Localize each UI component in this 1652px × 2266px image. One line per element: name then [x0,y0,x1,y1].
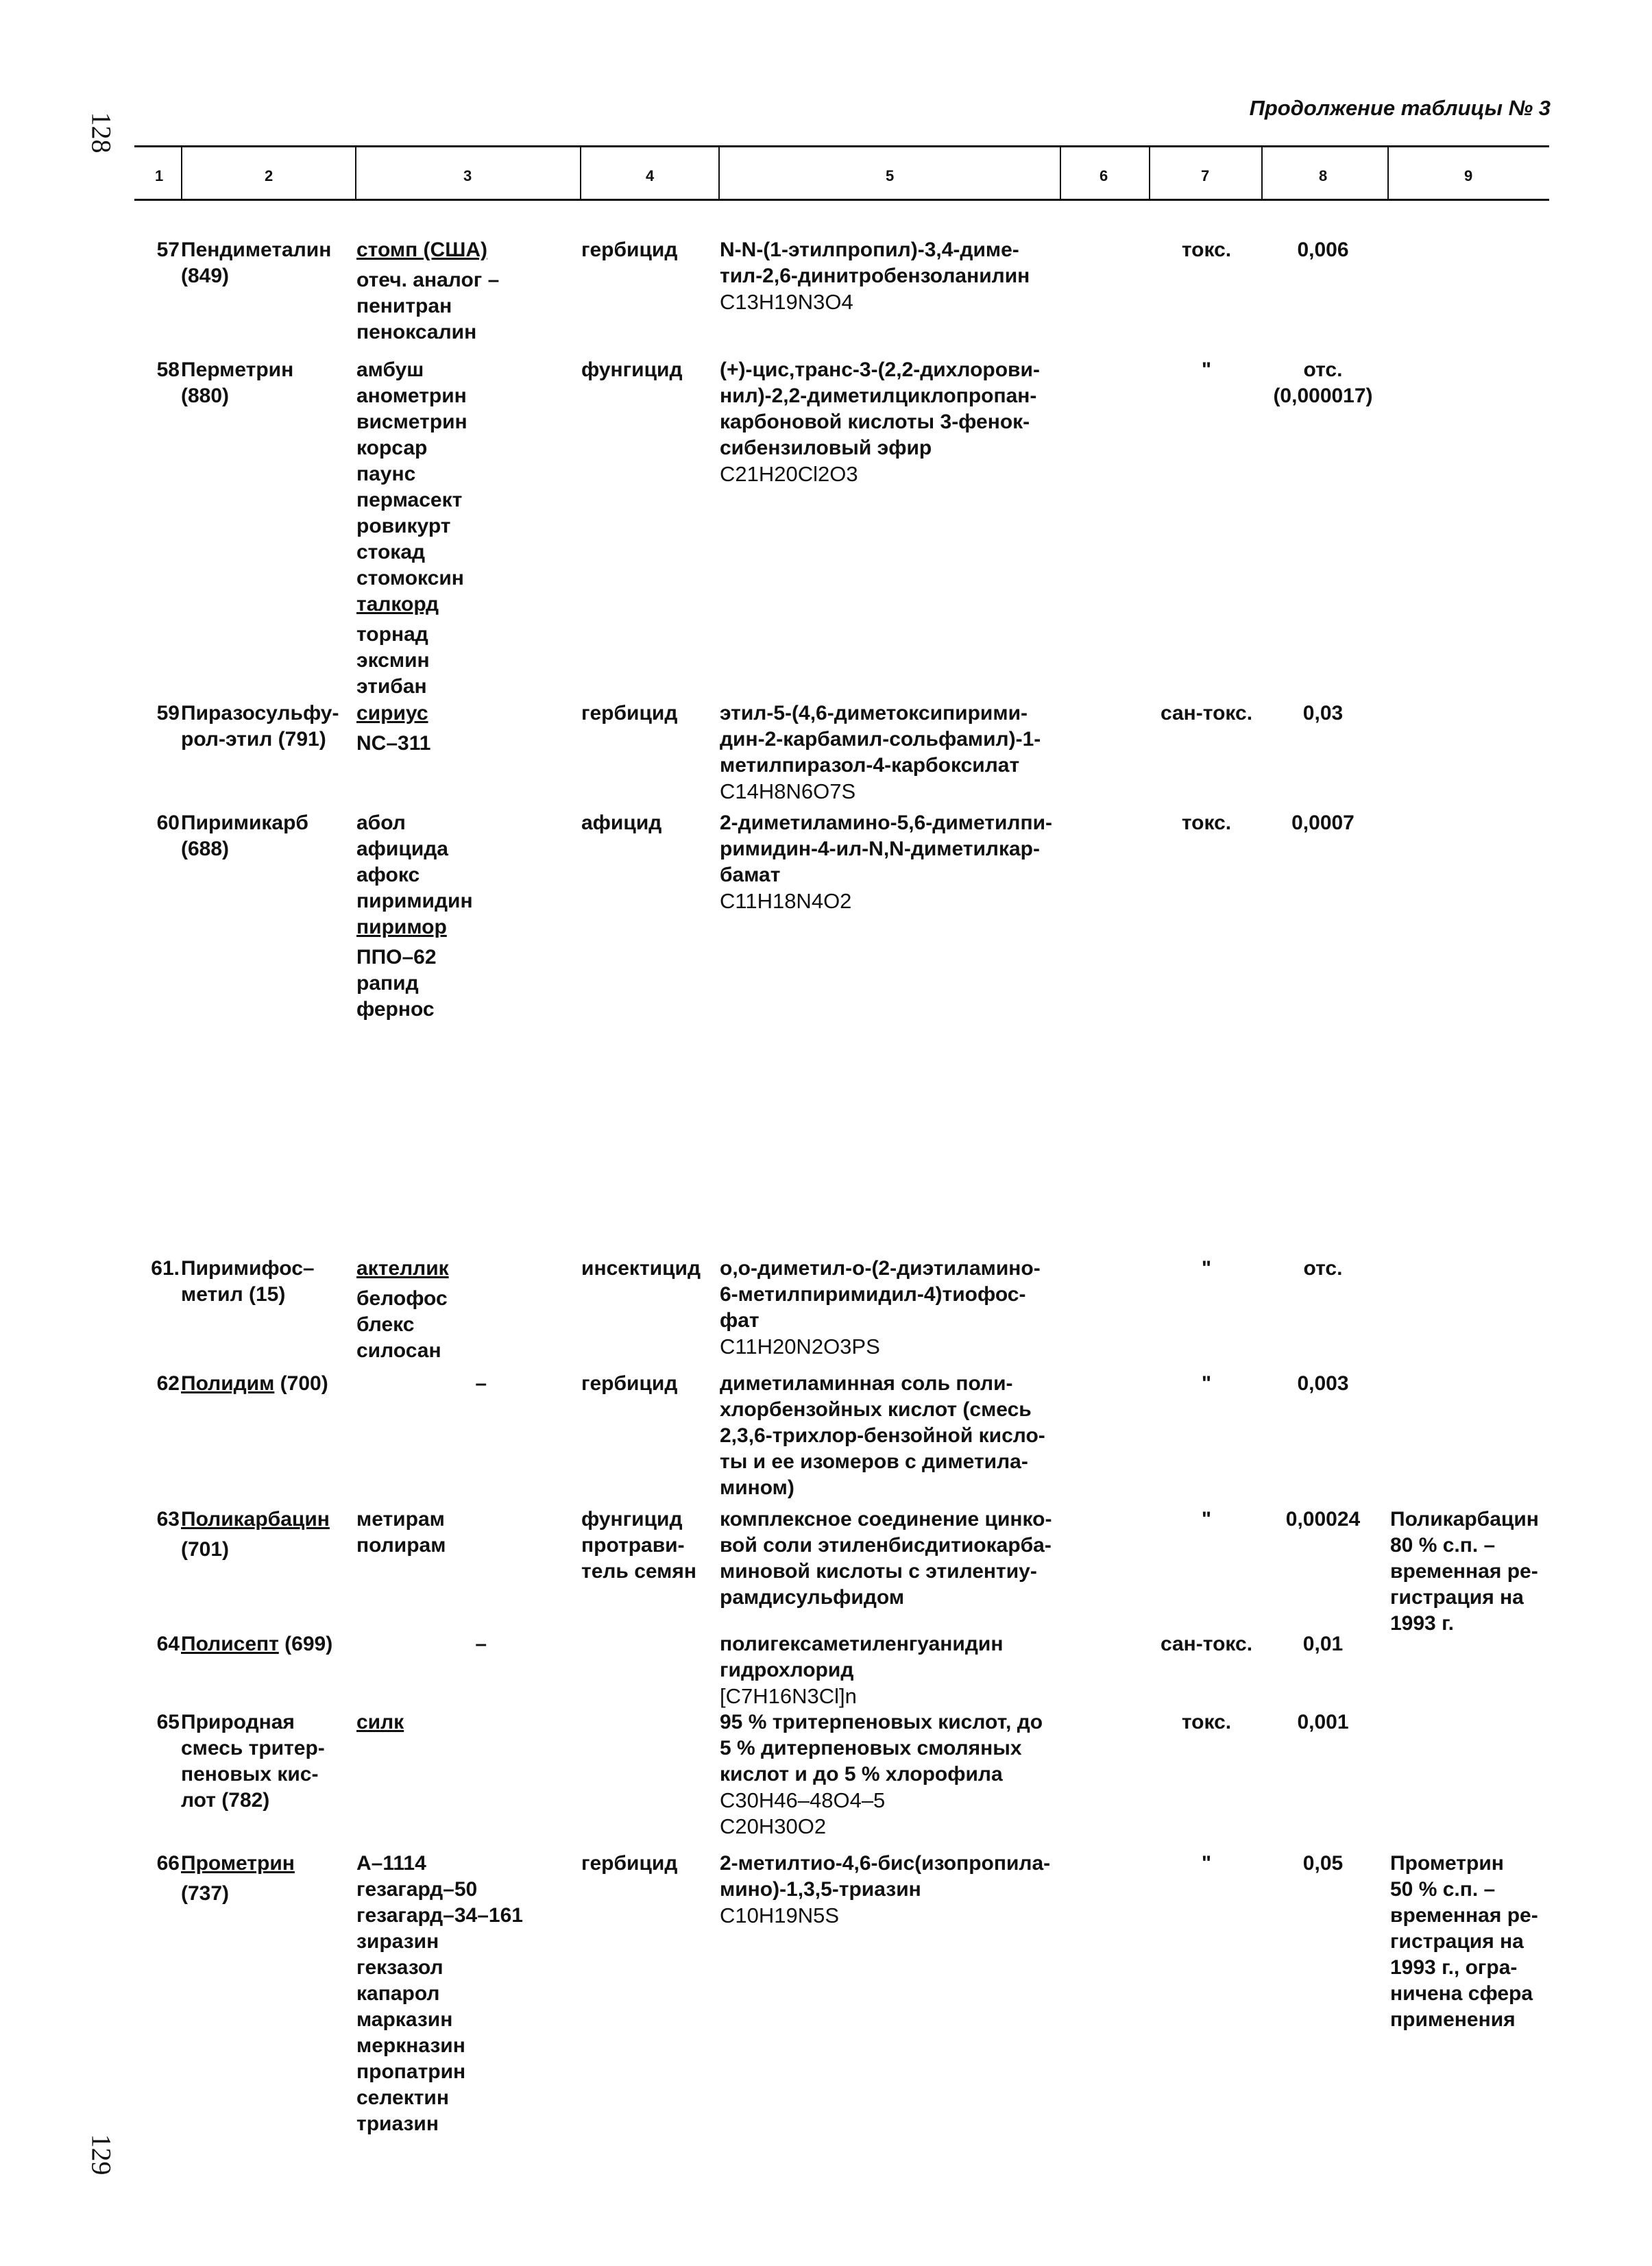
trade-names: амбуш анометрин висметрин корсар паунс пермасект ровикурт стокад стомоксин талкорд торнад эксмин этибан [356,358,467,698]
header-col-1: 1 [155,167,164,184]
chemical-name: N-N-(1-этилпропил)-3,4-диме- тил-2,6-динитробензоланилин C13H19N3O4 [720,239,1030,314]
purpose: гербицид [581,702,678,724]
row-number: 59 [156,702,180,724]
col-divider [355,147,356,200]
trade-names: стомп (США) отеч. аналог – пенитран пеноксалин [356,239,500,343]
chemical-name: 2-метилтио-4,6-бис(изопропила- мино)-1,3,5-триазин C10H19N5S [720,1852,1051,1927]
trade-names: А–1114 гезагард–50 гезагард–34–161 зиразин гекзазол капарол марказин меркназин пропатрин селектин триазин [356,1852,523,2135]
row-number: 66 [156,1852,180,1875]
col-divider [1060,147,1061,200]
substance-name: Пиримифос– метил (15) [181,1257,315,1306]
trade-names: сириус NC–311 [356,702,431,755]
substance-name: Пендиметалин (849) [181,239,332,287]
row-number: 64 [156,1633,180,1655]
substance-name: Пиразосульфу- рол-этил (791) [181,702,339,751]
norm-value: отс. [1303,1257,1343,1280]
trade-names: абол афицида афокс пиримидин пиримор ППО–62 рапид фернос [356,812,473,1021]
norm-value: отс. (0,000017) [1273,358,1373,407]
norm-value: 0,03 [1302,702,1344,724]
page-number-top: 128 [86,112,117,154]
col-divider [181,147,182,200]
trade-names: актеллик белофос блекс силосан [356,1257,449,1362]
ditto-mark: " [1201,1257,1212,1280]
row-number: 60 [156,812,180,834]
substance-name: Перметрин (880) [181,358,294,407]
chemical-name: диметиламинная соль поли- хлорбензойных кислот (смесь 2,3,6-трихлор-бензойной кисло- ты и ее изомеров с диметила- мином) [720,1372,1045,1499]
purpose: афицид [581,812,662,834]
row-number: 61. [151,1257,180,1280]
chemical-name: 95 % тритерпеновых кислот, до 5 % дитерпеновых смоляных кислот и до 5 % хлорофила C30H46–48O4–5 C20H30O2 [720,1711,1043,1838]
norm-value: 0,003 [1297,1372,1349,1395]
purpose: фунгицид [581,358,683,381]
purpose: гербицид [581,239,678,261]
header-col-5: 5 [886,167,895,184]
trade-names: метирам полирам [356,1508,446,1557]
norm-value: 0,01 [1302,1633,1344,1655]
substance-name: Поликарбацин (701) [181,1508,330,1561]
substance-name: Полидим (700) [181,1372,328,1395]
header-col-4: 4 [646,167,655,184]
row-number: 58 [156,358,180,381]
norm-value: 0,0007 [1291,812,1355,834]
col-divider [1387,147,1389,200]
purpose: инсектицид [581,1257,701,1280]
substance-name: Полисепт (699) [181,1633,333,1655]
row-number: 62 [156,1372,180,1395]
row-number: 57 [156,239,180,261]
page-number-bottom: 129 [86,2134,117,2176]
substance-name: Природная смесь тритер- пеновых кис- лот (782) [181,1711,325,1812]
chemical-name: (+)-цис,транс-3-(2,2-дихлорови- нил)-2,2-диметилциклопропан- карбоновой кислоты 3-фенок- сибензиловый эфир C21H20Cl2O3 [720,358,1040,486]
toxicity-class: сан-токс. [1160,702,1253,724]
toxicity-class: токс. [1181,1711,1232,1733]
note: Поликарбацин 80 % с.п. – временная ре- гистрация на 1993 г. [1390,1508,1539,1635]
chemical-name: этил-5-(4,6-диметоксипирими- дин-2-карбамил-сольфамил)-1- метилпиразол-4-карбоксилат C14H8N6O7S [720,702,1041,803]
substance-name: Прометрин (737) [181,1852,295,1905]
chemical-name: о,о-диметил-о-(2-диэтиламино- 6-метилпиримидил-4)тиофос- фат C11H20N2O3PS [720,1257,1041,1359]
substance-name: Пиримикарб (688) [181,812,308,860]
ditto-mark: " [1201,1372,1212,1395]
chemical-name: 2-диметиламино-5,6-диметилпи- римидин-4-ил-N,N-диметилкар- бамат C11H18N4O2 [720,812,1052,913]
trade-names: силк [356,1711,404,1733]
toxicity-class: сан-токс. [1160,1633,1253,1655]
trade-names-dash: – [475,1633,487,1655]
header-bottom-rule [134,199,1549,201]
header-col-2: 2 [265,167,274,184]
row-number: 63 [156,1508,180,1531]
table-caption: Продолжение таблицы № 3 [1249,96,1551,120]
purpose: фунгицид протрави- тель семян [581,1508,697,1583]
row-number: 65 [156,1711,180,1733]
header-col-9: 9 [1464,167,1473,184]
note: Прометрин 50 % с.п. – временная ре- гистрация на 1993 г., огра- ничена сфера применения [1390,1852,1538,2031]
header-top-rule [134,145,1549,147]
col-divider [1149,147,1150,200]
header-col-3: 3 [463,167,472,184]
toxicity-class: токс. [1181,239,1232,261]
header-col-7: 7 [1201,167,1210,184]
ditto-mark: " [1201,1508,1212,1531]
ditto-mark: " [1201,1852,1212,1875]
header-col-6: 6 [1100,167,1108,184]
col-divider [718,147,720,200]
col-divider [1261,147,1263,200]
norm-value: 0,001 [1297,1711,1349,1733]
toxicity-class: токс. [1181,812,1232,834]
col-divider [580,147,581,200]
norm-value: 0,006 [1297,239,1349,261]
header-col-8: 8 [1319,167,1328,184]
norm-value: 0,00024 [1285,1508,1361,1531]
chemical-name: комплексное соединение цинко- вой соли этиленбисдитиокарба- миновой кислоты с этилентиу- рамдисульфидом [720,1508,1052,1609]
purpose: гербицид [581,1372,678,1395]
ditto-mark: " [1201,358,1212,381]
trade-names-dash: – [475,1372,487,1395]
chemical-name: полигексаметиленгуанидин гидрохлорид [C7H16N3Cl]n [720,1633,1004,1708]
purpose: гербицид [581,1852,678,1875]
norm-value: 0,05 [1302,1852,1344,1875]
